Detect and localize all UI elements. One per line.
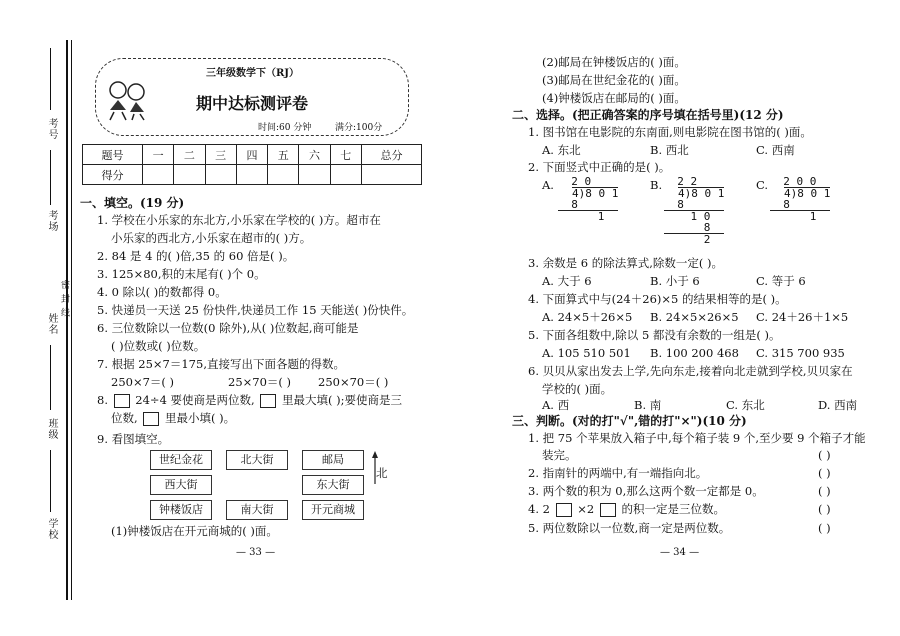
q8-blank-box-1[interactable]	[114, 394, 130, 408]
side-fill-line-1	[50, 48, 51, 110]
north-label: 北	[376, 466, 388, 480]
score-cell[interactable]	[174, 165, 205, 185]
score-cell[interactable]	[142, 165, 173, 185]
c2-option-c: C.	[756, 178, 769, 192]
j1-line2: 装完。	[542, 448, 577, 462]
section3-title: 三、判断。(对的打"√",错的打"×")(10 分)	[512, 414, 747, 428]
c4-option-b: B. 24×5×26×5	[650, 310, 739, 324]
score-header-cell: 五	[268, 145, 299, 165]
kids-illustration	[104, 78, 150, 122]
q7: 7. 根据 25×7＝175,直接写出下面各题的得数。	[97, 357, 345, 371]
c2: 2. 下面竖式中正确的是( )。	[528, 160, 671, 174]
time-label: 时间:60 分钟	[258, 123, 312, 133]
score-cell[interactable]	[361, 165, 421, 185]
map-box-kaiyuan: 开元商城	[302, 500, 364, 520]
division-b-remainder: 2	[664, 233, 724, 245]
c2-option-a: A.	[542, 178, 554, 192]
c5: 5. 下面各组数中,除以 5 都没有余数的一组是( )。	[528, 328, 781, 342]
j4-blank-box-2[interactable]	[600, 503, 616, 517]
division-c-remainder: 1	[770, 210, 830, 222]
q9-sub1: (1)钟楼饭店在开元商城的( )面。	[111, 524, 278, 538]
j3-answer-paren[interactable]: ( )	[818, 484, 831, 498]
c1-option-b: B. 西北	[650, 143, 689, 157]
c3-option-b: B. 小于 6	[650, 274, 700, 288]
c1-option-c: C. 西南	[756, 143, 795, 157]
c4: 4. 下面算式中与(24＋26)×5 的结果相等的是( )。	[528, 292, 787, 306]
score-header-cell: 一	[142, 145, 173, 165]
c6-option-b: B. 南	[634, 398, 662, 412]
j2-answer-paren[interactable]: ( )	[818, 466, 831, 480]
c6-line2: 学校的( )面。	[542, 382, 613, 396]
j5: 5. 两位数除以一位数,商一定是两位数。	[528, 521, 731, 535]
division-c-sub: 8	[770, 198, 790, 211]
q8-text3: 位数,	[111, 411, 138, 425]
map-box-zhonglou: 钟楼饭店	[150, 500, 212, 520]
c3-option-a: A. 大于 6	[542, 274, 592, 288]
q9: 9. 看图填空。	[97, 432, 170, 446]
map-box-nandajie: 南大街	[226, 500, 288, 520]
q7a: 250×7＝( )	[111, 375, 175, 389]
c6-option-c: C. 东北	[726, 398, 765, 412]
score-header-cell: 二	[174, 145, 205, 165]
c2-option-b: B.	[650, 178, 663, 192]
q6-line2: ( )位数或( )位数。	[111, 339, 206, 353]
division-c	[770, 176, 830, 222]
side-label-xuexiao: 学校	[46, 518, 57, 540]
score-header-cell: 总分	[361, 145, 421, 165]
score-header-cell: 三	[205, 145, 236, 165]
q7c: 250×70＝( )	[318, 375, 389, 389]
j3: 3. 两个数的积为 0,那么这两个数一定都是 0。	[528, 484, 764, 498]
division-a-dividend: 4)8 0 1	[572, 187, 619, 200]
c4-option-c: C. 24＋26＋1×5	[756, 310, 849, 324]
j4-part3: 的积一定是三位数。	[621, 502, 726, 516]
q8-line1	[97, 393, 402, 408]
j5-answer-paren[interactable]: ( )	[818, 521, 831, 535]
side-fill-line-4	[50, 450, 51, 512]
j2: 2. 指南针的两端中,有一端指向北。	[528, 466, 708, 480]
score-label: 满分:100分	[335, 123, 383, 133]
division-b-mid: 1 0	[664, 210, 724, 222]
side-label-kaohao: 考号	[46, 118, 57, 140]
q8-blank-box-2[interactable]	[260, 394, 276, 408]
q5: 5. 快递员一天送 25 份快件,快递员工作 15 天能送( )份快件。	[97, 303, 414, 317]
map-box-xidajie: 西大街	[150, 475, 212, 495]
side-fill-line-2	[50, 150, 51, 205]
score-cell[interactable]	[236, 165, 267, 185]
q9-sub3: (3)邮局在世纪金花的( )面。	[542, 73, 686, 87]
side-label-banji: 班级	[46, 418, 57, 440]
q3: 3. 125×80,积的末尾有( )个 0。	[97, 267, 266, 281]
grade-label: 三年级数学下（RJ）	[206, 68, 300, 79]
score-cell[interactable]	[205, 165, 236, 185]
page-number-33: — 33 —	[236, 547, 276, 558]
map-box-beidajie: 北大街	[226, 450, 288, 470]
j1-line1: 1. 把 75 个苹果放入箱子中,每个箱子装 9 个,至少要 9 个箱子才能	[528, 431, 866, 445]
division-c-quotient: 2 0 0	[770, 175, 817, 188]
j4-blank-box-1[interactable]	[556, 503, 572, 517]
q4: 4. 0 除以( )的数都得 0。	[97, 285, 227, 299]
j1-answer-paren[interactable]: ( )	[818, 448, 831, 462]
score-table	[82, 144, 422, 185]
c5-option-c: C. 315 700 935	[756, 346, 845, 360]
division-b-dividend: 4)8 0 1	[678, 187, 725, 200]
q8-line2	[111, 411, 235, 426]
division-a-quotient: 2 0	[558, 175, 592, 188]
division-a-remainder: 1	[558, 210, 618, 222]
score-header-cell: 六	[299, 145, 330, 165]
c6-option-d: D. 西南	[818, 398, 858, 412]
exam-title: 期中达标测评卷	[196, 94, 309, 113]
q2: 2. 84 是 4 的( )倍,35 的 60 倍是( )。	[97, 249, 295, 263]
score-cell[interactable]	[268, 165, 299, 185]
score-table-header-row	[83, 145, 422, 165]
map-box-shijijinhua: 世纪金花	[150, 450, 212, 470]
score-row-label: 得分	[83, 165, 143, 185]
q8-number: 8.	[97, 393, 108, 407]
j4-answer-paren[interactable]: ( )	[818, 502, 831, 516]
c1-option-a: A. 东北	[542, 143, 581, 157]
q1-line1: 1. 学校在小乐家的东北方,小乐家在学校的( )方。超市在	[97, 213, 381, 227]
section1-title: 一、填空。(19 分)	[80, 196, 185, 210]
q8-text2: 里最大填( );要使商是三	[282, 393, 403, 407]
division-b	[664, 176, 724, 245]
division-b-sub2: 8	[664, 221, 711, 234]
q8-text4: 里最小填( )。	[164, 411, 236, 425]
score-header-cell: 七	[330, 145, 361, 165]
side-label-xingming: 姓名	[46, 313, 57, 335]
score-cell[interactable]	[299, 165, 330, 185]
division-b-sub1: 8	[664, 198, 684, 211]
page-number-34: — 34 —	[660, 547, 700, 558]
c3-option-c: C. 等于 6	[756, 274, 806, 288]
q6-line1: 6. 三位数除以一位数(0 除外),从( )位数起,商可能是	[97, 321, 359, 335]
score-header-cell: 题号	[83, 145, 143, 165]
q8-text1: 24÷4 要使商是两位数,	[135, 393, 255, 407]
q8-blank-box-3[interactable]	[143, 412, 159, 426]
division-b-quotient: 2 2	[664, 175, 698, 188]
j4-part1: 4. 2	[528, 502, 550, 516]
score-header-cell: 四	[236, 145, 267, 165]
binding-line-thin	[71, 40, 72, 600]
division-a	[558, 176, 618, 222]
side-label-mifeng: 密 封 线	[59, 280, 69, 318]
section2-title: 二、选择。(把正确答案的序号填在括号里)(12 分)	[512, 108, 784, 122]
j4-part2: ×2	[577, 502, 595, 516]
division-a-sub: 8	[558, 198, 578, 211]
c5-option-a: A. 105 510 501	[542, 346, 631, 360]
q9-sub4: (4)钟楼饭店在邮局的( )面。	[542, 91, 686, 105]
division-c-dividend: 4)8 0 1	[784, 187, 831, 200]
c1: 1. 图书馆在电影院的东南面,则电影院在图书馆的( )面。	[528, 125, 812, 139]
binding-line-thick	[66, 40, 68, 600]
c6-line1: 6. 贝贝从家出发去上学,先向东走,接着向北走就到学校,贝贝家在	[528, 364, 853, 378]
side-fill-line-3	[50, 345, 51, 410]
c4-option-a: A. 24×5＋26×5	[542, 310, 633, 324]
j4	[528, 502, 725, 517]
side-label-kaochang: 考场	[46, 210, 57, 232]
c6-option-a: A. 西	[542, 398, 570, 412]
c5-option-b: B. 100 200 468	[650, 346, 739, 360]
c3: 3. 余数是 6 的除法算式,除数一定( )。	[528, 256, 724, 270]
map-box-dongdajie: 东大街	[302, 475, 364, 495]
map-box-youju: 邮局	[302, 450, 364, 470]
q9-sub2: (2)邮局在钟楼饭店的( )面。	[542, 55, 686, 69]
q7b: 25×70＝( )	[228, 375, 292, 389]
q1-line2: 小乐家的西北方,小乐家在超市的( )方。	[111, 231, 312, 245]
score-table-score-row	[83, 165, 422, 185]
score-cell[interactable]	[330, 165, 361, 185]
